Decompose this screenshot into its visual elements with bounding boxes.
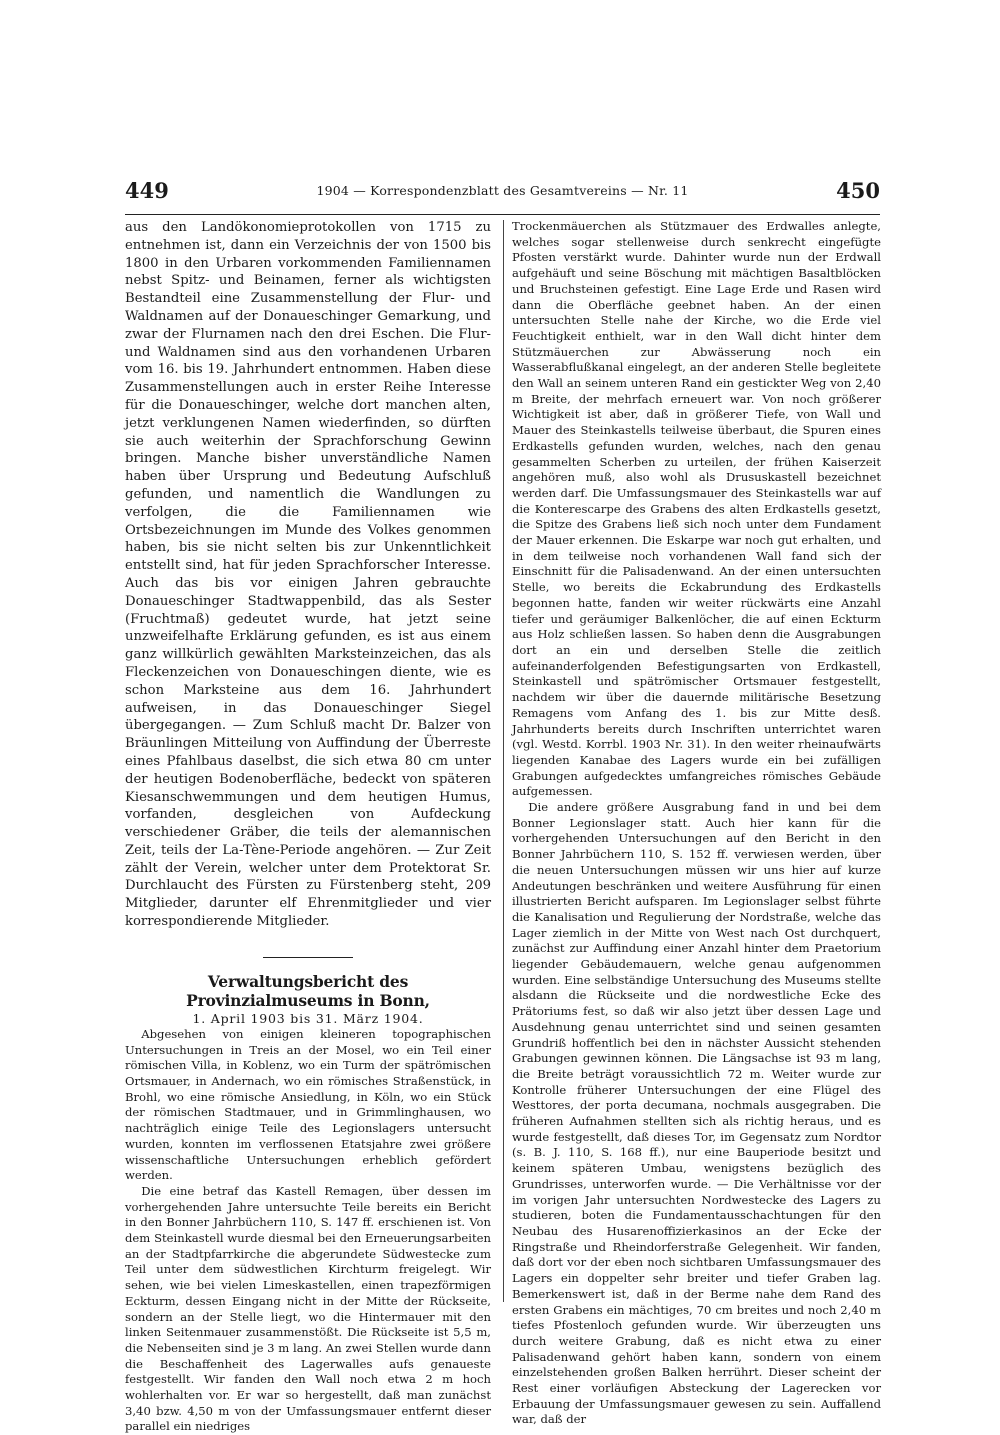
header-rule [125, 214, 880, 215]
section-divider [263, 957, 353, 958]
paragraph-donaueschingen: aus den Landökonomieprotokollen von 1715 zu entnehmen ist, dann ein Verzeichnis der von 1500 bis 1800 in den Urbaren vorkommenden Familiennamen nebst Spitz- und Beinamen, ferner als wichtigsten Bestandteil eine Zusammenstellung der Flur- und Waldnamen auf der Donaueschinger Gemarkung, und zwar der Flurnamen nach den drei Eschen. Die Flur- und Waldnamen sind aus den vorhandenen Urbaren vom 16. bis 19. Jahrhundert entnommen. Haben diese Zusammenstellungen auch in erster Reihe Interesse für die Donaueschinger, welche dort manchen alten, jetzt verklungenen Namen wiederfinden, so dürften sie auch weiterhin der Sprachforschung Gewinn bringen. Manche bisher unverständliche Namen haben über Ursprung und Bedeutung Aufschluß gefunden, und namentlich die Wandlungen zu verfolgen, die die Familiennamen wie Ortsbezeichnungen im Munde des Volkes genommen haben, bis sie nicht selten bis zur Unkenntlichkeit entstellt sind, hat für jeden Sprachforscher Interesse. Auch das bis vor einigen Jahren gebrauchte Donaueschinger Stadtwappenbild, das als Sester (Fruchtmaß) gedeutet wurde, hat jetzt seine unzweifelhafte Erklärung gefunden, es ist aus einem ganz willkürlich gewählten Marksteinzeichen, das als Fleckenzeichen von Donaueschingen diente, wie es schon Marksteine aus dem 16. Jahrhundert aufweisen, in das Donaueschinger Siegel übergegangen. — Zum Schluß macht Dr. Balzer von Bräunlingen Mitteilung von Auffindung der Überreste eines Pfahlbaus daselbst, die sich etwa 80 cm unter der heutigen Bodenoberfläche, bedeckt von späteren Kiesanschwemmungen und dem heutigen Humus, vorfanden, desgleichen von Aufdeckung verschiedener Gräber, die teils der alemannischen Zeit, teils der La-Tène-Periode angehören. — Zur Zeit zählt der Verein, welcher unter dem Protektorat Sr. Durchlaucht des Fürsten zu Fürstenberg steht, 209 Mitglieder, darunter elf Ehrenmitglieder und vier korrespondierende Mitglieder. [125, 220, 491, 930]
left-column [125, 219, 491, 1435]
running-head: 1904 — Korrespondenzblatt des Gesamtvereins — Nr. 11 [316, 183, 689, 198]
column-separator [503, 220, 504, 1302]
right-column [512, 219, 881, 1428]
page-header [125, 178, 880, 212]
page-number-right: 450 [836, 178, 880, 203]
section-title: Verwaltungsbericht des Provinzialmuseums in Bonn, [186, 971, 430, 1010]
paragraph-topographic: Abgesehen von einigen kleineren topographischen Untersuchungen in Treis an der Mosel, wo ein Teil einer römischen Villa, in Koblenz, wo ein Turm der spätrömischen Ortsmauer, in Andernach, wo ein römisches Straßenstück, in Brohl, wo eine römische Ansiedlung, in Köln, wo ein Stück der römischen Stadtmauer, und in Grimmlinghausen, wo nachträglich einige Teile des Legionslagers untersucht wurden, konnten im verflossenen Etatsjahre zwei größere wissenschaftliche Untersuchungen erheblich gefördert werden. [125, 1026, 491, 1183]
paragraph-remagen-continued: Trockenmäuerchen als Stützmauer des Erdwalles anlegte, welches sogar stellenweise durch senkrecht eingefügte Pfosten verstärkt wurde. Dahinter wurde nun der Erdwall aufgehäuft und seine Böschung mit mächtigen Basaltblöcken und Bruchsteinen gefestigt. Eine Lage Erde und Rasen wird dann die Oberfläche geebnet haben. An der einen untersuchten Stelle nahe der Kirche, wo die Erde viel Feuchtigkeit enthielt, war in den Wall dicht hinter dem Stützmäuerchen zur Abwässerung noch ein Wasserabflußkanal eingelegt, an der anderen Stelle begleitete den Wall an seinem unteren Rand ein gestickter Weg von 2,40 m Breite, der mehrfach erneuert war. Von noch größerer Wichtigkeit ist aber, daß in größerer Tiefe, von Wall und Mauer des Steinkastells teilweise überbaut, die Spuren eines Erdkastells gefunden wurden, welches, nach den genau gesammelten Scherben zu urteilen, der frühen Kaiserzeit angehören muß, also wohl als Drususkastell bezeichnet werden darf. Die Umfassungsmauer des Steinkastells war auf die Konterescarpe des Grabens des alten Erdkastells gesetzt, die Spitze des Grabens ließ sich noch unter dem Fundament der Mauer erkennen. Die Eskarpe war noch gut erhalten, und in dem teilweise noch vorhandenen Wall fand sich der Einschnitt für die Palisadenwand. An der einen untersuchten Stelle, wo bereits die Eckabrundung des Erdkastells begonnen hatte, fanden wir weiter rückwärts eine Anzahl tiefer und geräumiger Balkenlöcher, die auf einen Eckturm aus Holz schließen lassen. So haben denn die Ausgrabungen dort an ein und derselben Stelle die zeitlich aufeinanderfolgenden Befestigungsarten von Erdkastell, Steinkastell und spätrömischer Ortsmauer festgestellt, nachdem wir über die dauernde militärische Besetzung Remagens vom Anfang des 1. bis zur Mitte desß. Jahrhunderts bereits durch Inschriften unterrichtet waren (vgl. Westd. Korrbl. 1903 Nr. 31). In den weiter rheinaufwärts liegenden Kanabae des Lagers wurde ein bei zufälligen Grabungen aufgedecktes umfangreiches römisches Gebäude aufgemessen. [512, 219, 881, 799]
paragraph-bonn-legionslager: Die andere größere Ausgrabung fand in und bei dem Bonner Legionslager statt. Auch hier kann für die vorhergehenden Untersuchungen auf den Bericht in den Bonner Jahrbüchern 110, S. 152 ff. verwiesen werden, über die neuen Untersuchungen müssen wir uns hier auf kurze Andeutungen beschränken und weitere Ausführung für einen illustrierten Bericht aufsparen. Im Legionslager selbst führte die Kanalisation und Regulierung der Nordstraße, welche das Lager ziemlich in der Mitte von West nach Ost durchquert, zunächst zur Auffindung einer Anzahl hinter dem Praetorium liegender Gebäudemauern, welche genau aufgenommen wurden. Eine selbständige Untersuchung des Museums stellte alsdann die Rückseite und die nordwestliche Ecke des Prätoriums fest, so daß wir also jetzt über dessen Lage und Ausdehnung genau unterrichtet sind und seinen gesamten Grundriß hoffentlich bei den in nächster Aussicht stehenden Grabungen gewinnen können. Die Längsachse ist 93 m lang, die Breite beträgt voraussichtlich 72 m. Weiter wurde zur Kontrolle früherer Untersuchungen der eine Flügel des Westtores, der porta decumana, nochmals ausgegraben. Die früheren Aufnahmen stellten sich als richtig heraus, und es wurde festgestellt, daß dieses Tor, im Gegensatz zum Nordtor (s. B. J. 110, S. 168 ff.), nur eine Bauperiode besitzt und keinem späteren Umbau, wenigstens bezüglich des Grundrisses, unterworfen wurde. — Die Verhältnisse vor der im vorigen Jahr untersuchten Nordwestecke des Lagers zu studieren, boten die Fundamentausschachtungen für den Neubau des Husarenoffizierkasinos an der Ecke der Ringstraße und Rheindorferstraße Gelegenheit. Wir fanden, daß dort vor der eben noch sichtbaren Umfassungsmauer des Lagers ein doppelter sehr breiter und tiefer Graben lag. Bemerkenswert ist, daß in der Berme nahe dem Rand des ersten Grabens ein mächtiges, 70 cm breites und noch 2,40 m tiefes Pfostenloch gefunden wurde. Wir überzeugten uns durch weitere Grabung, daß es nicht etwa zu einer Palisadenwand gehört haben kann, sondern von einem einzelstehenden großen Balken herrührt. Dieser scheint der Rest einer vorläufigen Absteckung der Lagerecken vor Erbauung der Umfassungsmauer gewesen zu sein. Auffallend war, daß der [512, 800, 881, 1427]
paragraph-remagen: Die eine betraf das Kastell Remagen, über dessen im vorhergehenden Jahre untersuchte Teile bereits ein Bericht in den Bonner Jahrbüchern 110, S. 147 ff. erschienen ist. Von dem Steinkastell wurde diesmal bei den Erneuerungsarbeiten an der Stadtpfarrkirche die abgerundete Südwestecke zum Teil unter dem südwestlichen Kirchturm freigelegt. Wir sehen, wie bei vielen Limeskastellen, einen trapezförmigen Eckturm, dessen Eingang nicht in der Mitte der Rückseite, sondern an der Stelle liegt, wo die Hintermauer mit den linken Seitenmauer zusammenstößt. Die Rückseite ist 5,5 m, die Nebenseiten sind je 3 m lang. An zwei Stellen wurde dann die Beschaffenheit des Lagerwalles aufs genaueste festgestellt. Wir fanden den Wall noch etwa 2 m hoch wohlerhalten vor. Er war so hergestellt, daß man zunächst 3,40 bzw. 4,50 m von der Umfassungsmauer entfernt dieser parallel ein niedriges [125, 1183, 491, 1434]
page-number-left: 449 [125, 178, 169, 203]
section-subtitle: 1. April 1903 bis 31. März 1904. [192, 1010, 424, 1026]
